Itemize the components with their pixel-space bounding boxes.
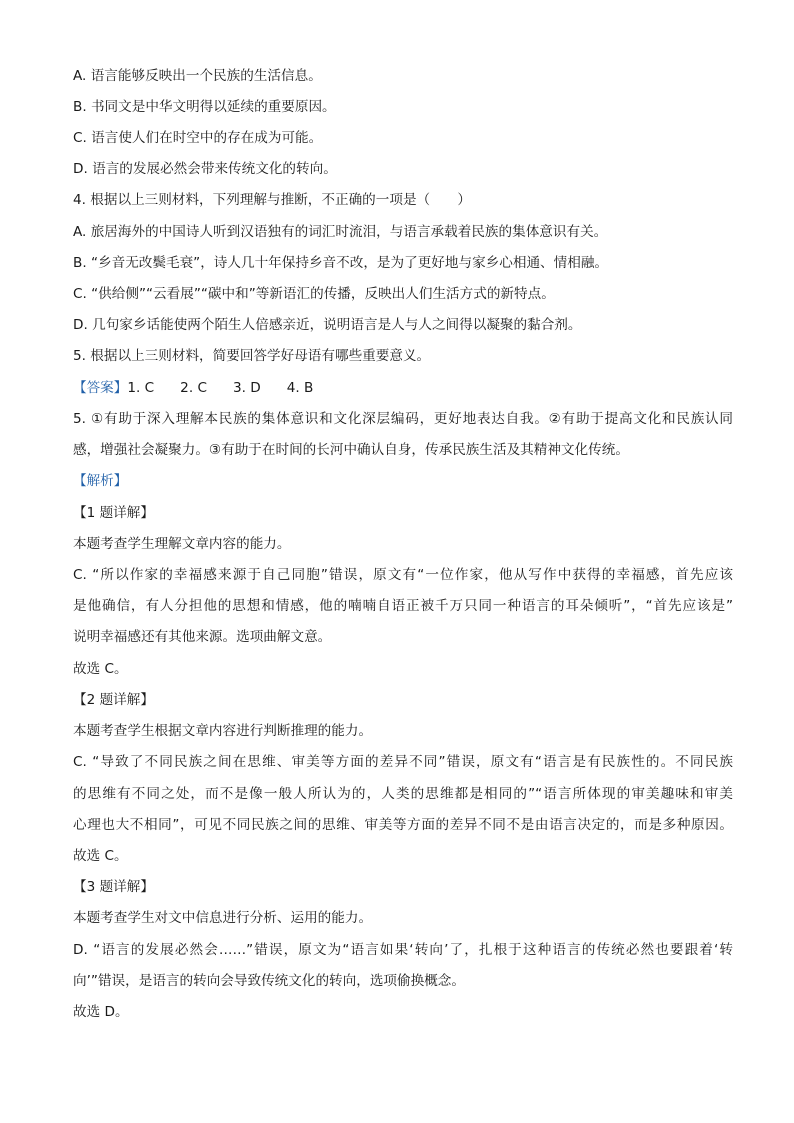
analysis-label: 【解析】 — [73, 473, 128, 489]
section-1-line-2: 是他确信，有人分担他的思想和情感，他的喃喃自语正被千万只同一种语言的耳朵倾听”，“首先应该是” — [73, 598, 733, 614]
section-2-heading: 【2 题详解】 — [73, 692, 154, 708]
section-2-line-3: 心理也大不相同”，可见不同民族之间的思维、审美等方面的差异不同不是由语言决定的，而是多种原因。 — [73, 817, 733, 833]
section-3-conclusion: 故选 D。 — [73, 1004, 129, 1020]
section-1-intro: 本题考查学生理解文章内容的能力。 — [73, 536, 291, 552]
section-2-line-1: C. “导致了不同民族之间在思维、审美等方面的差异不同”错误，原文有“语言是有民族性的。不同民族 — [73, 754, 733, 770]
q3-option-a: A. 语言能够反映出一个民族的生活信息。 — [73, 68, 322, 84]
section-1-heading: 【1 题详解】 — [73, 505, 154, 521]
q5-stem: 5. 根据以上三则材料，简要回答学好母语有哪些重要意义。 — [73, 348, 431, 364]
section-2-conclusion: 故选 C。 — [73, 848, 128, 864]
section-3-heading: 【3 题详解】 — [73, 879, 154, 895]
q4-stem: 4. 根据以上三则材料，下列理解与推断，不正确的一项是（ ） — [73, 192, 471, 208]
section-2-intro: 本题考查学生根据文章内容进行判断推理的能力。 — [73, 723, 373, 739]
q4-option-a: A. 旅居海外的中国诗人听到汉语独有的词汇时流泪，与语言承载着民族的集体意识有关。 — [73, 224, 608, 240]
answer-label: 【答案】 — [73, 380, 128, 396]
q3-option-d: D. 语言的发展必然会带来传统文化的转向。 — [73, 161, 337, 177]
section-3-line-1: D. “语言的发展必然会……”错误，原文为“语言如果‘转向’了，扎根于这种语言的传统必然也要跟着‘转 — [73, 942, 733, 958]
q4-option-b: B. “乡音无改鬓毛衰”，诗人几十年保持乡音不改，是为了更好地与家乡心相通、情相融。 — [73, 255, 609, 271]
answer-item-1: 1. C — [127, 380, 155, 396]
answer-item-2: 2. C — [180, 380, 207, 396]
section-3-intro: 本题考查学生对文中信息进行分析、运用的能力。 — [73, 910, 373, 926]
q4-option-c: C. “供给侧”“云看展”“碳中和”等新语汇的传播，反映出人们生活方式的新特点。 — [73, 286, 555, 302]
section-1-line-1: C. “所以作家的幸福感来源于自己同胞”错误，原文有“一位作家，他从写作中获得的幸福感，首先应该 — [73, 567, 733, 583]
q4-option-d: D. 几句家乡话能使两个陌生人倍感亲近，说明语言是人与人之间得以凝聚的黏合剂。 — [73, 317, 582, 333]
section-2-line-2: 的思维有不同之处，而不是像一般人所认为的，人类的思维都是相同的”“语言所体现的审美趣味和审美 — [73, 786, 733, 802]
section-3-line-2: 向’”错误，是语言的转向会导致传统文化的转向，选项偷换概念。 — [73, 973, 465, 989]
section-1-line-3: 说明幸福感还有其他来源。选项曲解文意。 — [73, 629, 332, 645]
answer-item-3: 3. D — [232, 380, 261, 396]
section-1-conclusion: 故选 C。 — [73, 661, 128, 677]
answer-q5-line-1: 5. ①有助于深入理解本民族的集体意识和文化深层编码，更好地表达自我。②有助于提高文化和民族认同 — [73, 411, 733, 427]
q3-option-b: B. 书同文是中华文明得以延续的重要原因。 — [73, 99, 336, 115]
answer-q5-line-2: 感，增强社会凝聚力。③有助于在时间的长河中确认自身，传承民族生活及其精神文化传统。 — [73, 442, 629, 458]
answer-line — [73, 378, 733, 398]
answer-item-4: 4. B — [286, 380, 314, 396]
q3-option-c: C. 语言使人们在时空中的存在成为可能。 — [73, 130, 323, 146]
